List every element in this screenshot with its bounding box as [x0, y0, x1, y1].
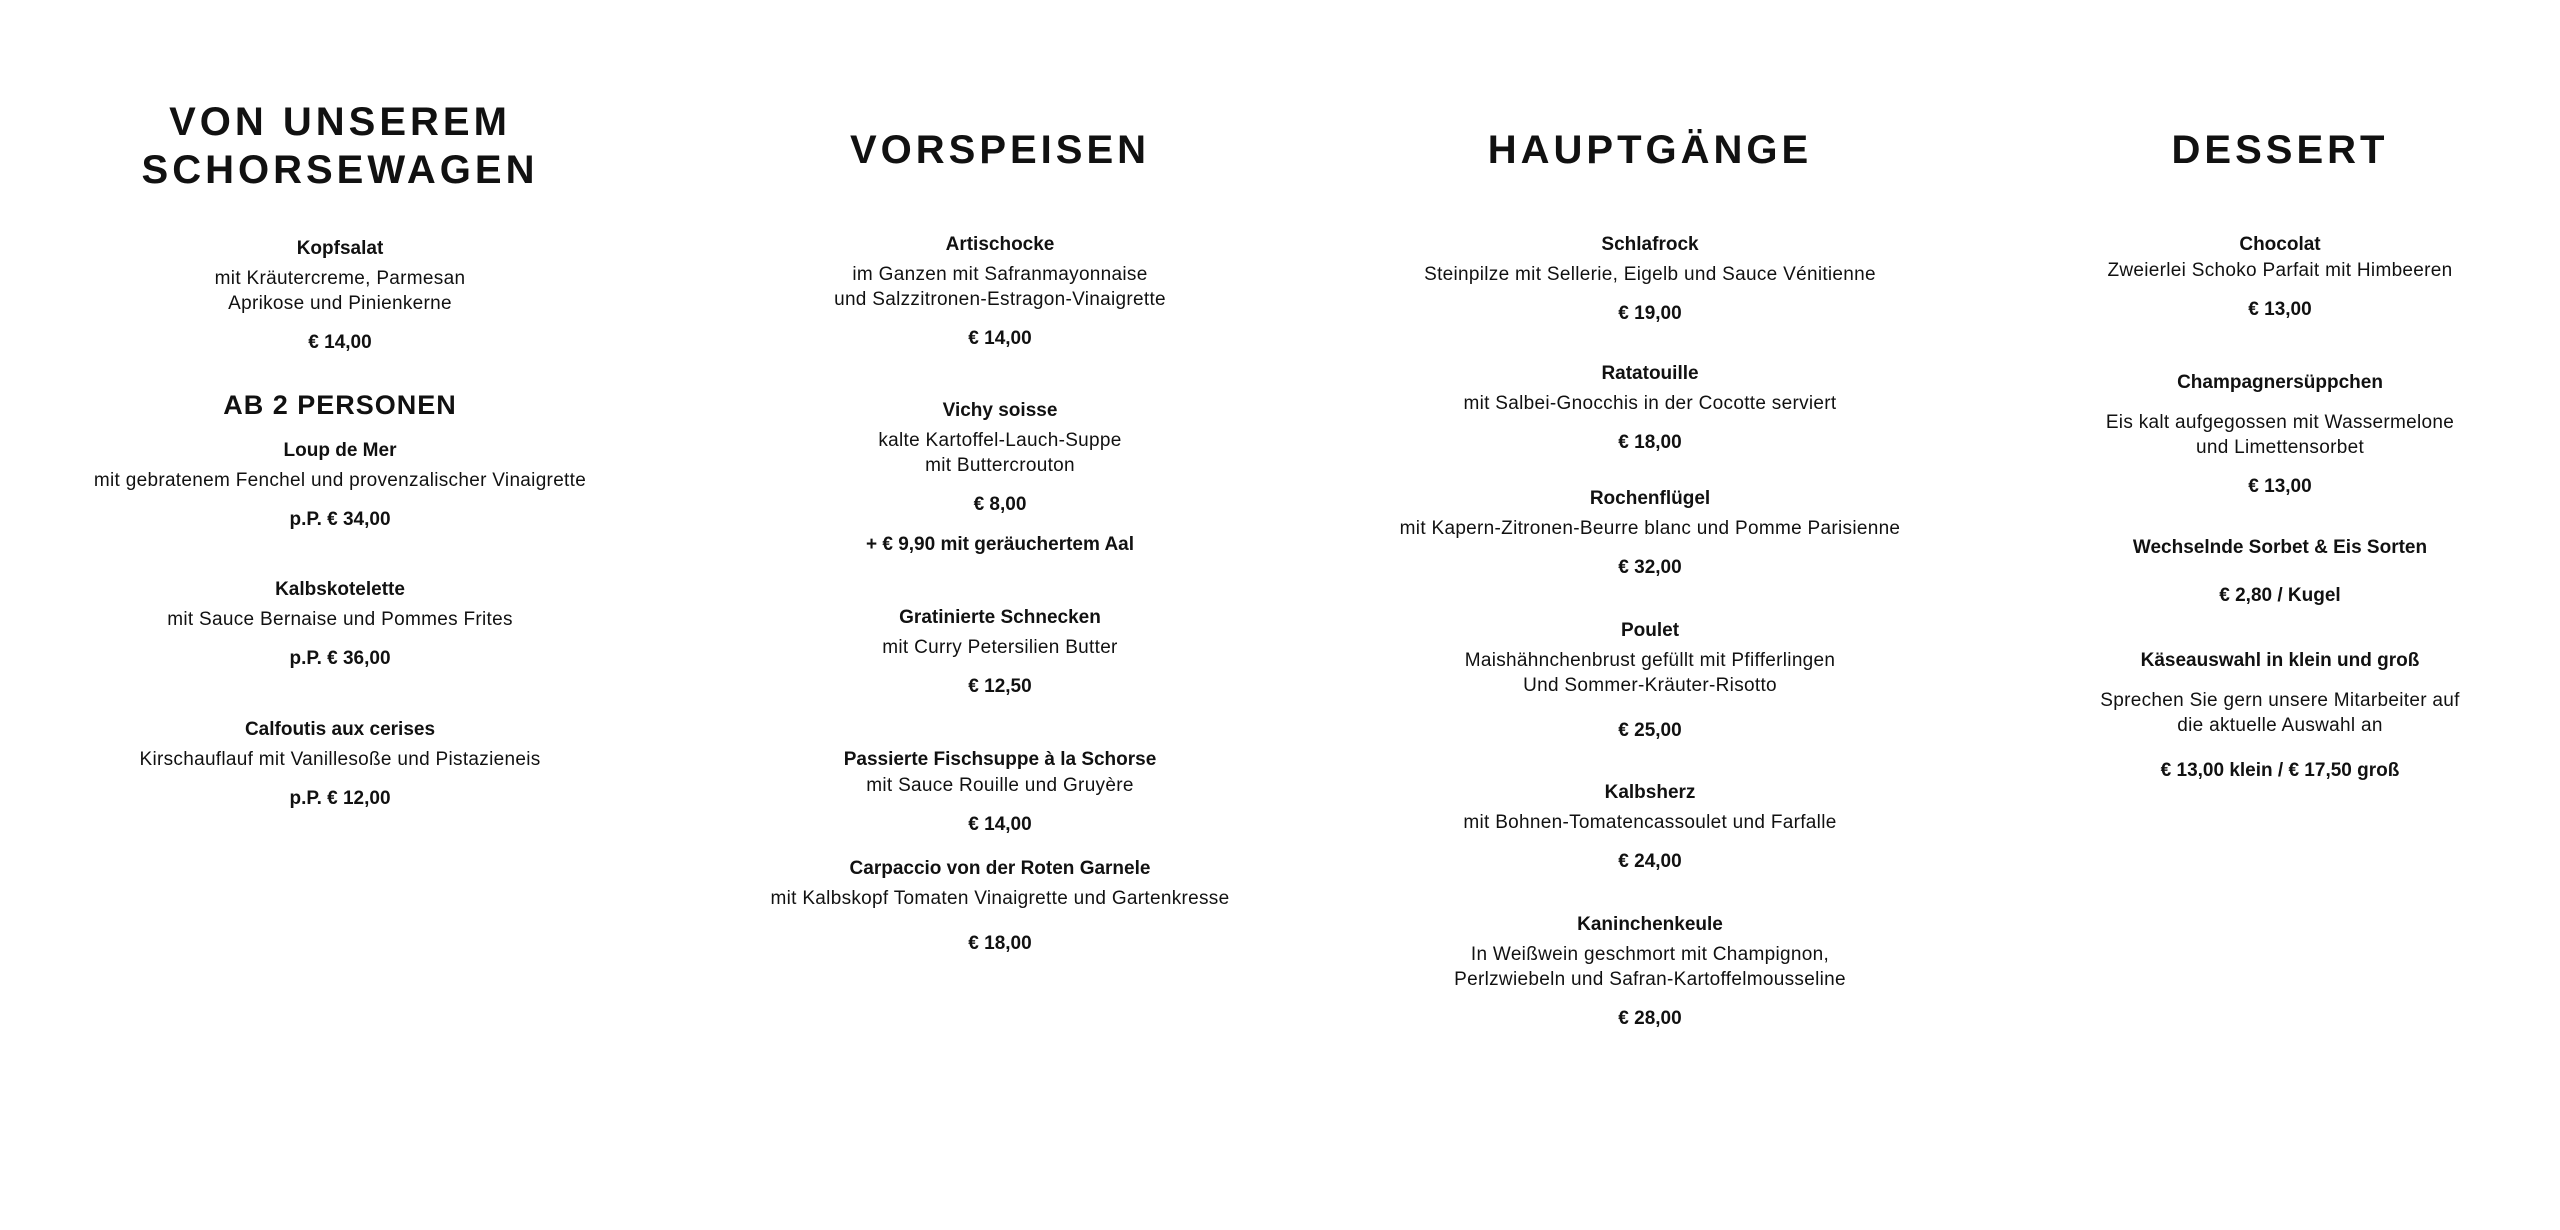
item-price: € 14,00 [968, 328, 1032, 349]
item-price-extra: + € 9,90 mit geräuchertem Aal [865, 534, 1135, 555]
item-name: Kalbsherz [1604, 782, 1696, 803]
item-name: Kalbskotelette [275, 579, 405, 600]
item-price: p.P. € 12,00 [289, 788, 391, 809]
menu-item [700, 747, 1300, 838]
item-description: mit Bohnen-Tomatencassoulet und Farfalle [1463, 812, 1837, 833]
menu-item [1350, 618, 1950, 744]
section-heading: VORSPEISEN [849, 128, 1151, 172]
item-description: mit Curry Petersilien Butter [882, 637, 1118, 658]
item-description: Kirschauflauf mit Vanillesoße und Pistazieneis [139, 749, 541, 770]
item-price: p.P. € 34,00 [289, 509, 391, 530]
item-name: Loup de Mer [283, 440, 397, 461]
menu-item [1350, 486, 1950, 581]
menu-item [1350, 912, 1950, 1032]
item-description: mit Kräutercreme, Parmesan Aprikose und Pinienkerne [214, 268, 466, 314]
item-price: € 14,00 [308, 332, 372, 353]
item-description: Eis kalt aufgegossen mit Wassermelone und Limettensorbet [2105, 412, 2455, 458]
menu-item [1350, 361, 1950, 456]
section-heading: DESSERT [2171, 128, 2389, 172]
item-description: im Ganzen mit Safranmayonnaise und Salzzitronen-Estragon-Vinaigrette [834, 264, 1166, 310]
menu-item [1350, 780, 1950, 875]
menu-item [700, 605, 1300, 700]
menu-item [40, 717, 640, 812]
item-name: Artischocke [945, 234, 1055, 255]
item-description: kalte Kartoffel-Lauch-Suppe mit Buttercrouton [878, 430, 1122, 476]
item-name: Gratinierte Schnecken [899, 607, 1101, 628]
item-name: Passierte Fischsuppe à la Schorse [843, 749, 1157, 770]
item-name: Schlafrock [1601, 234, 1699, 255]
item-name: Poulet [1620, 620, 1680, 641]
menu-item [1350, 232, 1950, 327]
menu-item [700, 856, 1300, 957]
item-name: Kaninchenkeule [1577, 914, 1723, 935]
item-price: € 25,00 [1618, 720, 1682, 741]
item-name: Käseauswahl in klein und groß [2140, 650, 2420, 671]
menu-item [2000, 535, 2560, 609]
menu-item [2000, 648, 2560, 784]
item-description: mit Sauce Rouille und Gruyère [866, 775, 1134, 796]
item-name: Calfoutis aux cerises [244, 719, 436, 740]
item-price: € 32,00 [1618, 557, 1682, 578]
item-price: € 14,00 [968, 814, 1032, 835]
section-heading: VON UNSEREM SCHORSEWAGEN [141, 100, 539, 192]
section-subheading: AB 2 PERSONEN [223, 390, 457, 420]
menu-item [40, 236, 640, 356]
menu-item [700, 232, 1300, 352]
item-description: In Weißwein geschmort mit Champignon, Perlzwiebeln und Safran-Kartoffelmousseline [1454, 944, 1846, 990]
item-name: Kopfsalat [296, 238, 384, 259]
item-description: mit gebratenem Fenchel und provenzalischer Vinaigrette [93, 470, 587, 491]
item-description: Steinpilze mit Sellerie, Eigelb und Sauce Vénitienne [1424, 264, 1876, 285]
item-price: € 8,00 [973, 494, 1027, 515]
item-price: € 13,00 klein / € 17,50 groß [2160, 760, 2400, 781]
item-name: Wechselnde Sorbet & Eis Sorten [2132, 537, 2428, 558]
menu-item [700, 398, 1300, 558]
item-name: Ratatouille [1601, 363, 1699, 384]
item-price: p.P. € 36,00 [289, 648, 391, 669]
item-description: Sprechen Sie gern unsere Mitarbeiter auf die aktuelle Auswahl an [2100, 690, 2460, 736]
item-description: mit Kapern-Zitronen-Beurre blanc und Pomme Parisienne [1399, 518, 1901, 539]
item-price: € 18,00 [968, 933, 1032, 954]
menu-item [2000, 370, 2560, 500]
item-price: € 2,80 / Kugel [2219, 585, 2341, 606]
item-price: € 28,00 [1618, 1008, 1682, 1029]
menu-item [2000, 232, 2560, 323]
menu-item [40, 438, 640, 533]
item-description: mit Sauce Bernaise und Pommes Frites [167, 609, 513, 630]
item-name: Champagnersüppchen [2177, 372, 2383, 393]
item-price: € 13,00 [2248, 299, 2312, 320]
item-description: mit Salbei-Gnocchis in der Cocotte serviert [1463, 393, 1837, 414]
item-price: € 24,00 [1618, 851, 1682, 872]
item-price: € 18,00 [1618, 432, 1682, 453]
menu-item [40, 577, 640, 672]
item-name: Carpaccio von der Roten Garnele [849, 858, 1151, 879]
item-name: Chocolat [2239, 234, 2321, 255]
item-name: Vichy soisse [942, 400, 1058, 421]
item-description: Maishähnchenbrust gefüllt mit Pfifferlingen Und Sommer-Kräuter-Risotto [1464, 650, 1836, 696]
item-price: € 19,00 [1618, 303, 1682, 324]
item-price: € 13,00 [2248, 476, 2312, 497]
item-name: Rochenflügel [1589, 488, 1711, 509]
item-description: mit Kalbskopf Tomaten Vinaigrette und Gartenkresse [770, 888, 1230, 909]
section-heading: HAUPTGÄNGE [1487, 128, 1813, 172]
item-price: € 12,50 [968, 676, 1032, 697]
item-description: Zweierlei Schoko Parfait mit Himbeeren [2107, 260, 2453, 281]
